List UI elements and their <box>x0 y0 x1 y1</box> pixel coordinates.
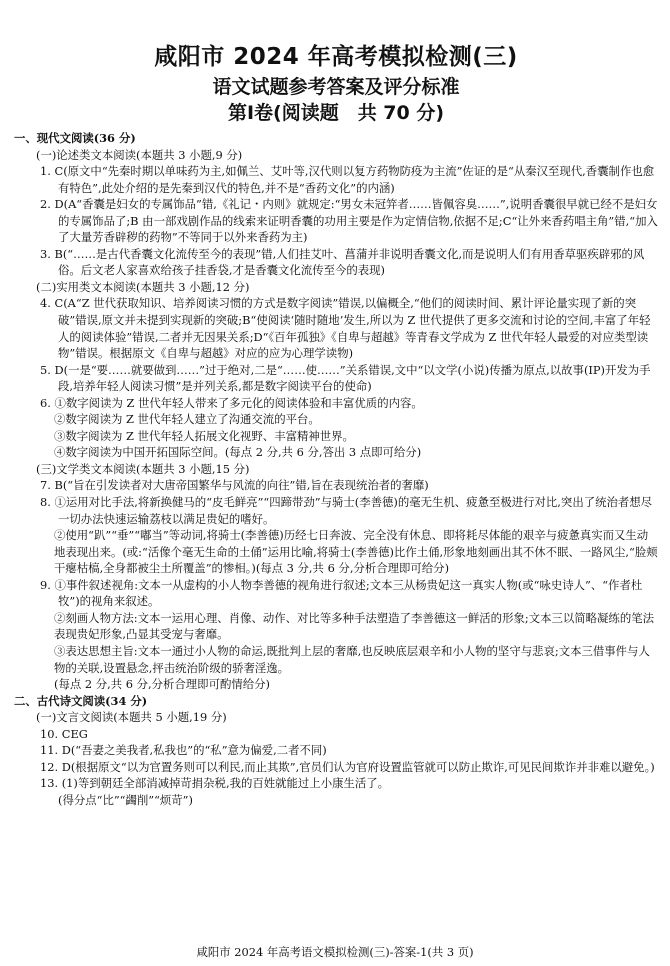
answer-point: ②数字阅读为 Z 世代年轻人建立了沟通交流的平台。 <box>54 412 320 427</box>
answer-item: 8. ①运用对比手法,将新换健马的“皮毛鲜亮”“四蹄带劲”与骑士(李善德)的毫无生机、疲惫至极进行对比,突出了统治者想尽一切办法快速运输荔枝以满足贵妃的嗜好。 <box>40 495 653 526</box>
answer-item: 6. ①数字阅读为 Z 世代年轻人带来了多元化的阅读体验和丰富优质的内容。 <box>40 395 423 410</box>
page-footer: 咸阳市 2024 年高考语文模拟检测(三)-答案-1(共 3 页) <box>196 945 474 959</box>
answer-point: ③数字阅读为 Z 世代年轻人拓展文化视野、丰富精神世界。 <box>54 428 354 443</box>
answer-item: 1. C(原文中“先秦时期以单味药为主,如佩兰、艾叶等,汉代则以复方药物防疫为主流”佐证的是“从秦汉至现代,香囊制作也愈有特色”,此处介绍的是先秦到汉代的特色,并不是“香药文化”的内涵) <box>40 164 655 195</box>
answer-item: 11. D(“吾妻之美我者,私我也”的“私”意为偏爱,二者不同) <box>40 743 327 758</box>
answer-item: 5. D(一是“要……就要做到……”过于绝对,二是“……使……”关系错误,文中“以文学(小说)传播为原点,以故事(IP)开发为手段,培养年轻人阅读习惯”是并列关系,都是数字阅读平台的使命) <box>40 362 651 394</box>
answer-item: 2. D(A“香囊是妇女的专属饰品”错,《礼记・内则》就规定:“男女未冠笄者……皆佩容臭……”,说明香囊很早就已经不是妇女的专属饰品了;B 由一部戏剧作品的线索来证明香囊的功用主要是作为定情信物,依据不足;C“让外来香药唱主角”错,“加入了大量芳香辟秽的药物”不等同于以外来香药为主) <box>40 197 658 245</box>
answer-item: 13. (1)等到朝廷全部消减掉苛捐杂税,我的百姓就能过上小康生活了。 <box>40 776 390 791</box>
answer-point: (得分点“比”“蠲削”“烦苛”) <box>58 792 193 807</box>
answer-point: ②刻画人物方法:文本一运用心理、肖像、动作、对比等多种手法塑造了李善德这一鲜活的形象;文本三以简略凝练的笔法表现贵妃形象,凸显其受宠与奢靡。 <box>54 610 654 642</box>
answer-item: 12. D(根据原文“以为官置务则可以利民,而止其欺”,官员们认为官府设置监管就可以防止欺诈,可见民间欺诈并非难以避免。) <box>40 759 655 774</box>
section-heading: 一、现代文阅读(36 分) <box>14 131 136 145</box>
subsection-heading: (一)文言文阅读(本题共 5 小题,19 分) <box>36 710 227 725</box>
answer-item: 3. B(“……是古代香囊文化流传至今的表现”错,人们挂艾叶、菖蒲并非说明香囊文化,而是说明人们有用香草驱疾辟邪的风俗。后文老人家喜欢给孩子挂香袋,才是香囊文化流传至今的表现) <box>40 246 645 278</box>
answer-item: 4. C(A“Z 世代获取知识、培养阅读习惯的方式是数字阅读”错误,以偏概全,“他们的阅读时间、累计评论量实现了新的突破”错误,原文并未提到实现新的突破;B“使阅读‘随时随地’发生,所以为 Z 世代提供了更多交流和讨论的空间,丰富了年轻人的阅读体验”错误,二者并无因果关系;D“《百年孤独》《自卑与超越》等青春文学成为 Z 世代年轻人最爱的对应类型读物”错误。根据原文《自卑与超越》对应的应为心理学读物) <box>40 296 651 361</box>
page-subtitle: 语文试题参考答案及评分标准 <box>212 76 460 98</box>
volume-heading: 第Ⅰ卷(阅读题 共 70 分) <box>227 102 445 124</box>
subsection-heading: (二)实用类文本阅读(本题共 3 小题,12 分) <box>36 279 250 294</box>
page-title: 咸阳市 2024 年高考模拟检测(三) <box>154 44 518 70</box>
answer-body <box>14 130 658 808</box>
subsection-heading: (三)文学类文本阅读(本题共 3 小题,15 分) <box>36 461 250 476</box>
subsection-heading: (一)论述类文本阅读(本题共 3 小题,9 分) <box>36 147 243 162</box>
answer-item: 9. ①事件叙述视角:文本一从虚构的小人物李善德的视角进行叙述;文本三从杨贵妃这一真实人物(或“咏史诗人”、“作者杜牧”)的视角来叙述。 <box>40 577 643 609</box>
answer-point: ④数字阅读为中国开拓国际空间。(每点 2 分,共 6 分,答出 3 点即可给分) <box>54 445 422 460</box>
answer-point: ③表达思想主旨:文本一通过小人物的命运,既批判上层的奢靡,也反映底层艰辛和小人物的坚守与悲哀;文本三借事件与人物的关联,设置悬念,抨击统治阶级的骄奢淫逸。 <box>54 643 650 675</box>
answer-item: 10. CEG <box>40 726 88 741</box>
answer-point: (每点 2 分,共 6 分,分析合理即可酌情给分) <box>54 677 270 692</box>
answer-item: 7. B(“旨在引发读者对大唐帝国繁华与风流的向往”错,旨在表现统治者的奢靡) <box>40 478 429 493</box>
section-heading: 二、古代诗文阅读(34 分) <box>14 693 148 708</box>
answer-point: ②使用“趴”“垂”“嘟当”等动词,将骑士(李善德)历经七日奔波、完全没有休息、即将耗尽体能的艰辛与疲惫真实而又生动地表现出来。(或:“活像个毫无生命的土俑”运用比喻,将骑士(李善德)比作土俑,形象地刻画出其不休不眠、一路风尘,“脸颊干瘪枯槁,全身都被尘土所覆盖”的惨相。)(每点 3 分,共 6 分,分析合理即可给分) <box>54 528 658 576</box>
